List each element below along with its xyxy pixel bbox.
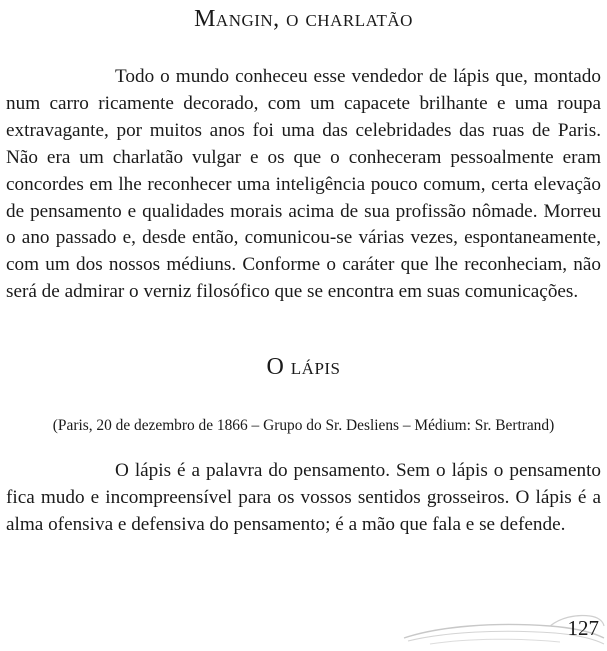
chapter-paragraph: Todo o mundo conheceu esse vendedor de lápis que, montado num carro ricamente decorado, com um capacete brilhante e uma roupa extravagante, por muitos anos foi uma das celebridades das ruas de Paris. Não era um charlatão vulgar e os que o conheceram pessoalmente eram concordes em lhe reconhecer uma inteligência pouco comum, certa elevação de pensamento e qualidades morais acima de sua profissão nômade. Morreu o ano passado e, desde então, comunicou-se várias vezes, espontaneamente, com um dos nossos médiuns. Conforme o caráter que lhe reconheciam, não será de admirar o verniz filosófico que se encontra em suas comunicações. <box>6 66 601 303</box>
page-number: 127 <box>567 616 599 640</box>
section-title: O lápis <box>266 354 341 380</box>
chapter-title: Mangin, o charlatão <box>194 6 413 32</box>
section-subtitle: (Paris, 20 de dezembro de 1866 – Grupo do Sr. Desliens – Médium: Sr. Bertrand) <box>52 417 555 434</box>
section-paragraph: O lápis é a palavra do pensamento. Sem o lápis o pensamento fica mudo e incompreensível para os vossos sentidos grosseiros. O lápis é a alma ofensiva e defensiva do pensamento; é a mão que fala e se defende. <box>6 460 601 535</box>
